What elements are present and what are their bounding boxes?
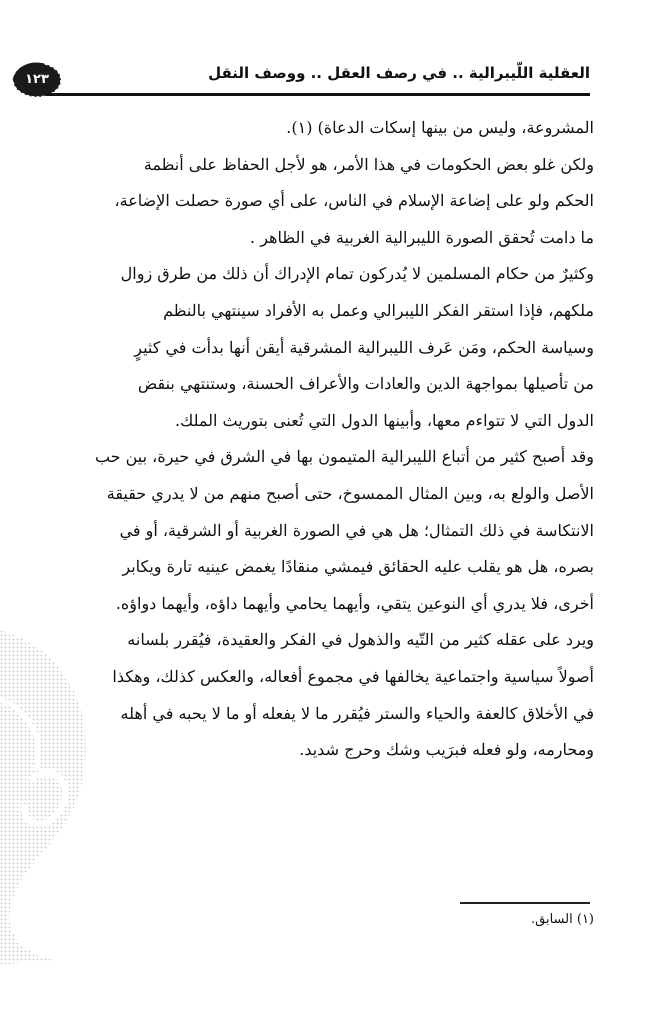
- body-text: [34, 110, 594, 769]
- header-title: العقلية اللّيبرالية .. في رصف العقل .. ووصف النقل: [208, 64, 590, 82]
- text-line: الانتكاسة في ذلك التمثال؛ هل هي في الصورة الغربية أو الشرقية، أو في: [119, 520, 594, 540]
- text-line: بصره، هل هو يقلب عليه الحقائق فيمشي منقادًا يغمض عينيه تارة ويكابر: [122, 557, 594, 577]
- footnote-divider: [460, 902, 590, 904]
- text-line: المشروعة، وليس من بينها إسكات الدعاة) (١).: [286, 118, 594, 137]
- text-line: أصولاً سياسية واجتماعية يخالفها في مجموع أفعاله، والعكس كذلك، وهكذا: [112, 666, 594, 686]
- text-line: الدول التي لا تتواءم معها، وأبينها الدول التي تُعنى بتوريث الملك.: [175, 410, 594, 430]
- page-number: ١٢٣: [25, 72, 49, 87]
- text-line: وكثيرٌ من حكام المسلمين لا يُدركون تمام الإدراك أن ذلك من طرق زوال: [120, 264, 594, 284]
- text-line: وسياسة الحكم، ومَن عَرف الليبرالية المشرقية أيقن أنها بدأت في كثيرٍ: [134, 337, 594, 357]
- text-line: ما دامت تُحقق الصورة الليبرالية الغربية في الظاهر .: [250, 227, 594, 247]
- footnote: (١) السابق.: [531, 912, 594, 927]
- text-line: الحكم ولو على إضاعة الإسلام في الناس، على أي صورة حصلت الإضاعة،: [114, 191, 594, 211]
- text-line: وقد أصبح كثير من أتباع الليبرالية المتيمون بها في الشرق في حيرة، بين حب: [94, 447, 594, 467]
- text-line: أخرى، فلا يدري أي النوعين يتقي، وأيهما يحامي وأيهما داؤه، وأيهما دواؤه.: [115, 593, 594, 613]
- text-line: ولكن غلو بعض الحكومات في هذا الأمر، هو لأجل الحفاظ على أنظمة: [143, 154, 594, 174]
- running-header: [10, 60, 590, 100]
- text-line: ومحارمه، ولو فعله فبرَيب وشك وحرج شديد.: [299, 740, 594, 760]
- header-divider: [46, 93, 590, 96]
- text-line: ملكهم، فإذا استقر الفكر الليبرالي وعمل به الأفراد سينتهي بالنظم: [163, 300, 594, 320]
- text-line: من تأصيلها بمواجهة الدين والعادات والأعراف الحسنة، وستنتهي بنقض: [137, 374, 594, 394]
- text-line: ويرد على عقله كثير من التّيه والذهول في الفكر والعقيدة، فيُقرر بلسانه: [127, 630, 594, 650]
- text-line: في الأخلاق كالعفة والحياء والستر فيُقرر ما لا يفعله أو ما لا يحبه في أهله: [120, 703, 594, 723]
- text-line: الأصل والولع به، وبين المثال الممسوخ، حتى أصبح منهم من لا يدري حقيقة: [106, 483, 594, 503]
- watermark-ornament-icon: [0, 610, 110, 970]
